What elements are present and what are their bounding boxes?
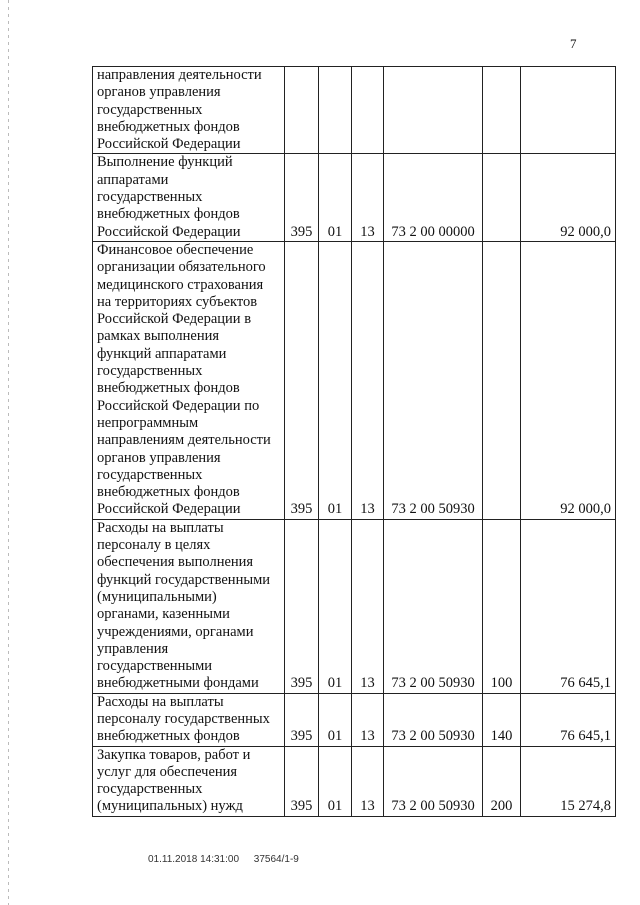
item-name-line: государственных [97,101,203,118]
item-name-line: Расходы на выплаты [97,519,224,536]
item-name-line: аппаратами [97,171,169,188]
subsection-code-cell [352,67,384,154]
scan-margin-line [8,0,9,905]
section-code-cell: 01 [319,746,352,816]
expense-type-cell: 200 [483,746,521,816]
item-name-line: обеспечения выполнения [97,554,254,571]
item-name-line: Российской Федерации [97,136,241,153]
ministry-code-cell: 395 [285,693,319,746]
item-name-line: внебюджетных фондов [97,728,240,745]
ministry-code-cell: 395 [285,241,319,519]
ministry-code-cell: 395 [285,154,319,241]
item-name-cell [93,154,285,241]
item-name-line: государственными [97,658,213,675]
ministry-code-cell: 395 [285,519,319,693]
amount-cell: 76 645,1 [521,519,616,693]
amount-cell: 92 000,0 [521,154,616,241]
print-timestamp: 01.11.2018 14:31:00 [148,854,240,865]
table-row [93,67,616,154]
ministry-code-cell [285,67,319,154]
table-row [93,693,616,746]
item-name-line: внебюджетных фондов [97,484,240,501]
target-article-cell: 73 2 00 50930 [384,693,483,746]
table-row [93,154,616,241]
amount-cell: 76 645,1 [521,693,616,746]
subsection-code-cell: 13 [352,746,384,816]
item-name-cell [93,746,285,816]
ministry-code-cell: 395 [285,746,319,816]
section-code-cell: 01 [319,241,352,519]
item-name-line: непрограммным [97,414,199,431]
item-name-cell [93,693,285,746]
page-number: 7 [570,36,577,51]
item-name-line: Расходы на выплаты [97,693,224,710]
expense-type-cell: 140 [483,693,521,746]
item-name-line: персоналу государственных [97,710,270,727]
expense-type-cell [483,241,521,519]
amount-cell [521,67,616,154]
item-name-line: Российской Федерации по [97,397,260,414]
target-article-cell [384,67,483,154]
section-code-cell [319,67,352,154]
target-article-cell: 73 2 00 50930 [384,519,483,693]
target-article-cell: 73 2 00 00000 [384,154,483,241]
item-name-cell [93,67,285,154]
item-name-line: органами, казенными [97,606,230,623]
budget-table [92,66,616,817]
item-name-line: направления деятельности [97,67,262,83]
amount-cell: 92 000,0 [521,241,616,519]
item-name-line: Финансовое обеспечение [97,241,254,258]
item-name-line: на территориях субъектов [97,293,258,310]
target-article-cell: 73 2 00 50930 [384,746,483,816]
table-row [93,519,616,693]
expense-type-cell [483,67,521,154]
subsection-code-cell: 13 [352,519,384,693]
item-name-line: управления [97,640,169,657]
item-name-line: функций государственными [97,571,271,588]
section-code-cell: 01 [319,519,352,693]
item-name-line: органов управления [97,449,221,466]
item-name-line: персоналу в целях [97,537,211,554]
item-name-line: направлениям деятельности [97,432,271,449]
item-name-cell [93,519,285,693]
section-code-cell: 01 [319,154,352,241]
item-name-line: (муниципальными) [97,588,217,605]
item-name-line: органов управления [97,84,221,101]
item-name-line: Российской Федерации в [97,311,252,328]
item-name-line: Российской Федерации [97,501,241,518]
table-row [93,241,616,519]
item-name-line: учреждениями, органами [97,623,254,640]
item-name-line: (муниципальных) нужд [97,798,243,815]
item-name-line: функций аппаратами [97,345,227,362]
subsection-code-cell: 13 [352,154,384,241]
amount-cell: 15 274,8 [521,746,616,816]
item-name-line: Российской Федерации [97,223,241,240]
item-name-line: Закупка товаров, работ и [97,746,251,763]
item-name-line: государственных [97,363,203,380]
item-name-line: медицинского страхования [97,276,264,293]
target-article-cell: 73 2 00 50930 [384,241,483,519]
item-name-line: Выполнение функций [97,154,233,171]
item-name-cell [93,241,285,519]
subsection-code-cell: 13 [352,693,384,746]
table-row [93,746,616,816]
item-name-line: государственных [97,189,203,206]
document-footer [148,854,299,865]
item-name-line: государственных [97,466,203,483]
item-name-line: услуг для обеспечения [97,763,238,780]
item-name-line: внебюджетных фондов [97,380,240,397]
item-name-line: внебюджетных фондов [97,118,240,135]
expense-type-cell [483,154,521,241]
document-id: 37564/1-9 [253,854,299,865]
section-code-cell: 01 [319,693,352,746]
item-name-line: государственных [97,781,203,798]
expense-type-cell: 100 [483,519,521,693]
subsection-code-cell: 13 [352,241,384,519]
item-name-line: рамках выполнения [97,328,220,345]
item-name-line: организации обязательного [97,259,266,276]
item-name-line: внебюджетных фондов [97,206,240,223]
item-name-line: внебюджетными фондами [97,675,259,692]
